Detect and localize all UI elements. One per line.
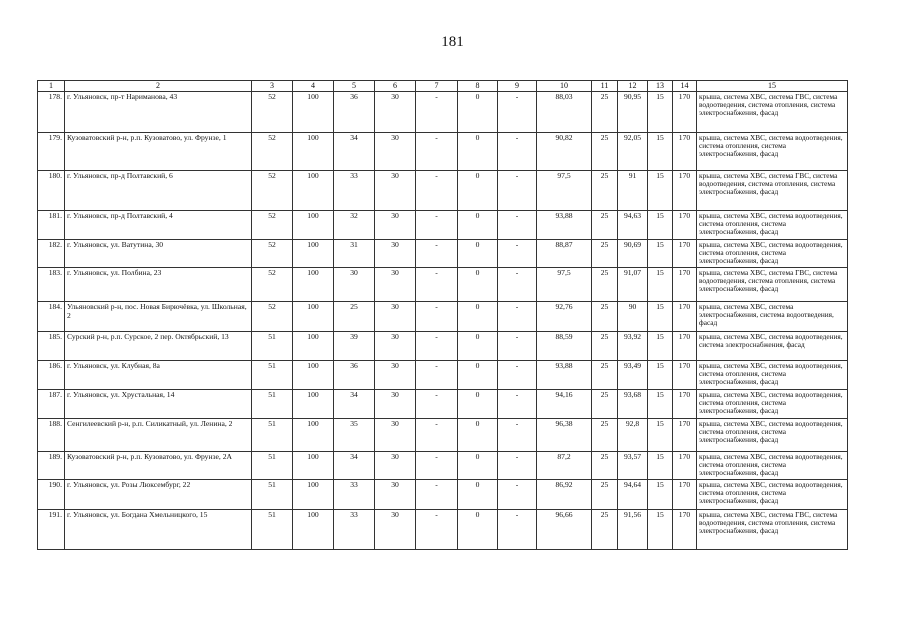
column-header: 2 — [65, 81, 252, 92]
value-cell: 25 — [592, 332, 618, 361]
value-cell: 90,95 — [618, 92, 648, 133]
value-cell: 0 — [458, 268, 498, 302]
works-list-cell: крыша, система ХВС, система водоотведения, система отопления, система электроснабжения, фасад — [697, 133, 848, 171]
value-cell: - — [498, 452, 537, 480]
value-cell: 100 — [293, 419, 334, 452]
value-cell: 25 — [592, 390, 618, 419]
address-cell: г. Ульяновск, ул. Богдана Хмельницкого, 15 — [65, 509, 252, 549]
address-cell: г. Ульяновск, ул. Розы Люксембург, 22 — [65, 479, 252, 509]
value-cell: 15 — [648, 171, 673, 211]
value-cell: 0 — [458, 302, 498, 332]
value-cell: 15 — [648, 133, 673, 171]
value-cell: 93,88 — [537, 211, 592, 240]
works-list-cell: крыша, система ХВС, система электроснабжения, система водоотведения, фасад — [697, 302, 848, 332]
value-cell: 100 — [293, 390, 334, 419]
value-cell: 90 — [618, 302, 648, 332]
value-cell: - — [498, 361, 537, 390]
value-cell: 51 — [252, 390, 293, 419]
value-cell: 15 — [648, 361, 673, 390]
table-row — [38, 479, 848, 509]
value-cell: 87,2 — [537, 452, 592, 480]
row-number: 190. — [38, 479, 65, 509]
row-number: 189. — [38, 452, 65, 480]
value-cell: 92,76 — [537, 302, 592, 332]
address-cell: г. Ульяновск, пр-д Полтавский, 4 — [65, 211, 252, 240]
value-cell: 90,82 — [537, 133, 592, 171]
value-cell: 25 — [592, 452, 618, 480]
works-list-cell: крыша, система ХВС, система водоотведения, система отопления, система электроснабжения, фасад — [697, 240, 848, 268]
value-cell: - — [416, 361, 458, 390]
address-cell: г. Ульяновск, ул. Полбина, 23 — [65, 268, 252, 302]
works-list-cell: крыша, система ХВС, система водоотведения, система отопления, система электроснабжения, фасад — [697, 361, 848, 390]
value-cell: 93,57 — [618, 452, 648, 480]
value-cell: - — [498, 302, 537, 332]
value-cell: 100 — [293, 302, 334, 332]
value-cell: 90,69 — [618, 240, 648, 268]
value-cell: 15 — [648, 509, 673, 549]
value-cell: 30 — [375, 509, 416, 549]
table-row — [38, 452, 848, 480]
table-row — [38, 240, 848, 268]
value-cell: - — [498, 268, 537, 302]
value-cell: 25 — [592, 479, 618, 509]
works-list-cell: крыша, система ХВС, система ГВС, система водоотведения, система отопления, система электроснабжения, фасад — [697, 171, 848, 211]
value-cell: 96,66 — [537, 509, 592, 549]
value-cell: 52 — [252, 240, 293, 268]
value-cell: 170 — [673, 133, 697, 171]
value-cell: 52 — [252, 171, 293, 211]
works-list-cell: крыша, система ХВС, система водоотведения, система отопления, система электроснабжения, фасад — [697, 452, 848, 480]
row-number: 187. — [38, 390, 65, 419]
value-cell: - — [498, 479, 537, 509]
table-row — [38, 332, 848, 361]
value-cell: - — [416, 268, 458, 302]
value-cell: 170 — [673, 361, 697, 390]
row-number: 183. — [38, 268, 65, 302]
value-cell: 170 — [673, 211, 697, 240]
table-row — [38, 268, 848, 302]
row-number: 182. — [38, 240, 65, 268]
value-cell: - — [498, 92, 537, 133]
value-cell: 33 — [334, 509, 375, 549]
value-cell: 170 — [673, 302, 697, 332]
value-cell: 52 — [252, 302, 293, 332]
value-cell: 25 — [592, 133, 618, 171]
value-cell: 93,49 — [618, 361, 648, 390]
value-cell: 15 — [648, 92, 673, 133]
address-cell: г. Ульяновск, ул. Хрустальная, 14 — [65, 390, 252, 419]
address-cell: Сенгилеевский р-н, р.п. Силикатный, ул. Ленина, 2 — [65, 419, 252, 452]
value-cell: - — [498, 240, 537, 268]
value-cell: - — [416, 211, 458, 240]
value-cell: 15 — [648, 452, 673, 480]
value-cell: 25 — [592, 361, 618, 390]
value-cell: - — [498, 133, 537, 171]
table-row — [38, 171, 848, 211]
value-cell: 30 — [375, 419, 416, 452]
value-cell: 92,8 — [618, 419, 648, 452]
value-cell: 91,56 — [618, 509, 648, 549]
value-cell: 15 — [648, 268, 673, 302]
value-cell: 93,68 — [618, 390, 648, 419]
value-cell: 100 — [293, 361, 334, 390]
value-cell: 91 — [618, 171, 648, 211]
address-cell: г. Ульяновск, ул. Ватутина, 30 — [65, 240, 252, 268]
value-cell: 0 — [458, 509, 498, 549]
value-cell: 51 — [252, 332, 293, 361]
value-cell: 30 — [375, 479, 416, 509]
value-cell: - — [416, 390, 458, 419]
value-cell: 100 — [293, 92, 334, 133]
value-cell: 0 — [458, 479, 498, 509]
column-header: 13 — [648, 81, 673, 92]
value-cell: 0 — [458, 171, 498, 211]
value-cell: 91,07 — [618, 268, 648, 302]
column-number-row — [38, 81, 848, 92]
column-header: 3 — [252, 81, 293, 92]
row-number: 181. — [38, 211, 65, 240]
value-cell: 36 — [334, 92, 375, 133]
value-cell: - — [416, 92, 458, 133]
value-cell: - — [498, 419, 537, 452]
value-cell: 15 — [648, 479, 673, 509]
column-header: 9 — [498, 81, 537, 92]
value-cell: 52 — [252, 92, 293, 133]
value-cell: 0 — [458, 419, 498, 452]
works-list-cell: крыша, система ХВС, система водоотведения, система отопления, система электроснабжения, фасад — [697, 479, 848, 509]
value-cell: 30 — [375, 452, 416, 480]
value-cell: 25 — [592, 268, 618, 302]
value-cell: - — [416, 479, 458, 509]
column-header: 7 — [416, 81, 458, 92]
value-cell: - — [416, 302, 458, 332]
value-cell: 100 — [293, 479, 334, 509]
value-cell: 170 — [673, 419, 697, 452]
table-row — [38, 390, 848, 419]
value-cell: 30 — [375, 390, 416, 419]
value-cell: 100 — [293, 211, 334, 240]
value-cell: 88,87 — [537, 240, 592, 268]
table-row — [38, 92, 848, 133]
value-cell: - — [416, 240, 458, 268]
value-cell: 51 — [252, 479, 293, 509]
works-list-cell: крыша, система ХВС, система ГВС, система водоотведения, система отопления, система электроснабжения, фасад — [697, 92, 848, 133]
value-cell: 25 — [592, 419, 618, 452]
value-cell: 96,38 — [537, 419, 592, 452]
value-cell: 30 — [375, 92, 416, 133]
address-cell: г. Ульяновск, ул. Клубная, 8а — [65, 361, 252, 390]
value-cell: 100 — [293, 332, 334, 361]
value-cell: 31 — [334, 240, 375, 268]
value-cell: 170 — [673, 92, 697, 133]
value-cell: 33 — [334, 479, 375, 509]
column-header: 15 — [697, 81, 848, 92]
column-header: 1 — [38, 81, 65, 92]
value-cell: - — [416, 452, 458, 480]
value-cell: 92,05 — [618, 133, 648, 171]
value-cell: 86,92 — [537, 479, 592, 509]
value-cell: 15 — [648, 211, 673, 240]
column-header: 10 — [537, 81, 592, 92]
address-cell: Сурский р-н, р.п. Сурское, 2 пер. Октябрьский, 13 — [65, 332, 252, 361]
value-cell: 0 — [458, 240, 498, 268]
value-cell: 170 — [673, 268, 697, 302]
value-cell: 25 — [592, 302, 618, 332]
value-cell: 88,03 — [537, 92, 592, 133]
column-header: 6 — [375, 81, 416, 92]
value-cell: - — [498, 211, 537, 240]
address-cell: Кузоватовский р-н, р.п. Кузоватово, ул. Фрунзе, 2А — [65, 452, 252, 480]
row-number: 185. — [38, 332, 65, 361]
value-cell: 25 — [592, 240, 618, 268]
value-cell: - — [498, 390, 537, 419]
column-header: 8 — [458, 81, 498, 92]
row-number: 186. — [38, 361, 65, 390]
value-cell: 51 — [252, 419, 293, 452]
table-row — [38, 211, 848, 240]
value-cell: 15 — [648, 240, 673, 268]
works-list-cell: крыша, система ХВС, система водоотведения, система отопления, система электроснабжения, фасад — [697, 419, 848, 452]
row-number: 184. — [38, 302, 65, 332]
value-cell: 0 — [458, 133, 498, 171]
table-row — [38, 361, 848, 390]
address-cell: г. Ульяновск, пр-д Полтавский, 6 — [65, 171, 252, 211]
address-cell: г. Ульяновск, пр-т Нариманова, 43 — [65, 92, 252, 133]
value-cell: - — [416, 509, 458, 549]
value-cell: 30 — [375, 361, 416, 390]
value-cell: 170 — [673, 390, 697, 419]
row-number: 178. — [38, 92, 65, 133]
value-cell: 170 — [673, 171, 697, 211]
value-cell: 25 — [592, 509, 618, 549]
value-cell: 34 — [334, 133, 375, 171]
value-cell: 0 — [458, 332, 498, 361]
works-list-cell: крыша, система ХВС, система водоотведения, система электроснабжения, фасад — [697, 332, 848, 361]
value-cell: 0 — [458, 361, 498, 390]
value-cell: 100 — [293, 509, 334, 549]
value-cell: 30 — [375, 332, 416, 361]
column-header: 12 — [618, 81, 648, 92]
value-cell: 0 — [458, 390, 498, 419]
value-cell: - — [416, 419, 458, 452]
value-cell: 30 — [375, 171, 416, 211]
value-cell: 25 — [592, 92, 618, 133]
value-cell: - — [416, 171, 458, 211]
value-cell: 100 — [293, 452, 334, 480]
value-cell: 0 — [458, 211, 498, 240]
value-cell: 94,64 — [618, 479, 648, 509]
table-row — [38, 509, 848, 549]
value-cell: 36 — [334, 361, 375, 390]
value-cell: 34 — [334, 452, 375, 480]
value-cell: 30 — [375, 240, 416, 268]
table-row — [38, 133, 848, 171]
value-cell: 100 — [293, 171, 334, 211]
value-cell: 30 — [375, 133, 416, 171]
value-cell: 0 — [458, 452, 498, 480]
value-cell: 15 — [648, 419, 673, 452]
value-cell: 170 — [673, 509, 697, 549]
works-list-cell: крыша, система ХВС, система ГВС, система водоотведения, система отопления, система электроснабжения, фасад — [697, 509, 848, 549]
value-cell: 97,5 — [537, 268, 592, 302]
value-cell: 52 — [252, 268, 293, 302]
value-cell: - — [498, 332, 537, 361]
value-cell: 25 — [592, 211, 618, 240]
page-number: 181 — [441, 34, 464, 50]
value-cell: 35 — [334, 419, 375, 452]
value-cell: 52 — [252, 211, 293, 240]
value-cell: 30 — [375, 302, 416, 332]
value-cell: 30 — [375, 268, 416, 302]
works-list-cell: крыша, система ХВС, система водоотведения, система отопления, система электроснабжения, фасад — [697, 211, 848, 240]
column-header: 11 — [592, 81, 618, 92]
row-number: 180. — [38, 171, 65, 211]
value-cell: 25 — [334, 302, 375, 332]
value-cell: 170 — [673, 479, 697, 509]
value-cell: - — [498, 509, 537, 549]
value-cell: 30 — [375, 211, 416, 240]
value-cell: 25 — [592, 171, 618, 211]
value-cell: 15 — [648, 390, 673, 419]
value-cell: 39 — [334, 332, 375, 361]
table-row — [38, 302, 848, 332]
value-cell: - — [498, 171, 537, 211]
value-cell: 93,92 — [618, 332, 648, 361]
value-cell: 94,16 — [537, 390, 592, 419]
value-cell: 94,63 — [618, 211, 648, 240]
row-number: 191. — [38, 509, 65, 549]
value-cell: 51 — [252, 361, 293, 390]
value-cell: 32 — [334, 211, 375, 240]
value-cell: 100 — [293, 133, 334, 171]
value-cell: 51 — [252, 452, 293, 480]
value-cell: 170 — [673, 332, 697, 361]
works-list-cell: крыша, система ХВС, система ГВС, система водоотведения, система отопления, система электроснабжения, фасад — [697, 268, 848, 302]
value-cell: 97,5 — [537, 171, 592, 211]
value-cell: 100 — [293, 240, 334, 268]
value-cell: 52 — [252, 133, 293, 171]
registry-table — [37, 80, 848, 550]
value-cell: 100 — [293, 268, 334, 302]
value-cell: 15 — [648, 302, 673, 332]
row-number: 179. — [38, 133, 65, 171]
value-cell: 30 — [334, 268, 375, 302]
value-cell: 88,59 — [537, 332, 592, 361]
column-header: 14 — [673, 81, 697, 92]
value-cell: 170 — [673, 240, 697, 268]
table-row — [38, 419, 848, 452]
column-header: 5 — [334, 81, 375, 92]
value-cell: 170 — [673, 452, 697, 480]
value-cell: 51 — [252, 509, 293, 549]
address-cell: Ульяновский р-н, пос. Новая Бирючёвка, ул. Школьная, 2 — [65, 302, 252, 332]
column-header: 4 — [293, 81, 334, 92]
row-number: 188. — [38, 419, 65, 452]
value-cell: - — [416, 332, 458, 361]
value-cell: - — [416, 133, 458, 171]
value-cell: 0 — [458, 92, 498, 133]
value-cell: 34 — [334, 390, 375, 419]
value-cell: 93,88 — [537, 361, 592, 390]
value-cell: 33 — [334, 171, 375, 211]
address-cell: Кузоватовский р-н, р.п. Кузоватово, ул. Фрунзе, 1 — [65, 133, 252, 171]
value-cell: 15 — [648, 332, 673, 361]
works-list-cell: крыша, система ХВС, система водоотведения, система отопления, система электроснабжения, фасад — [697, 390, 848, 419]
